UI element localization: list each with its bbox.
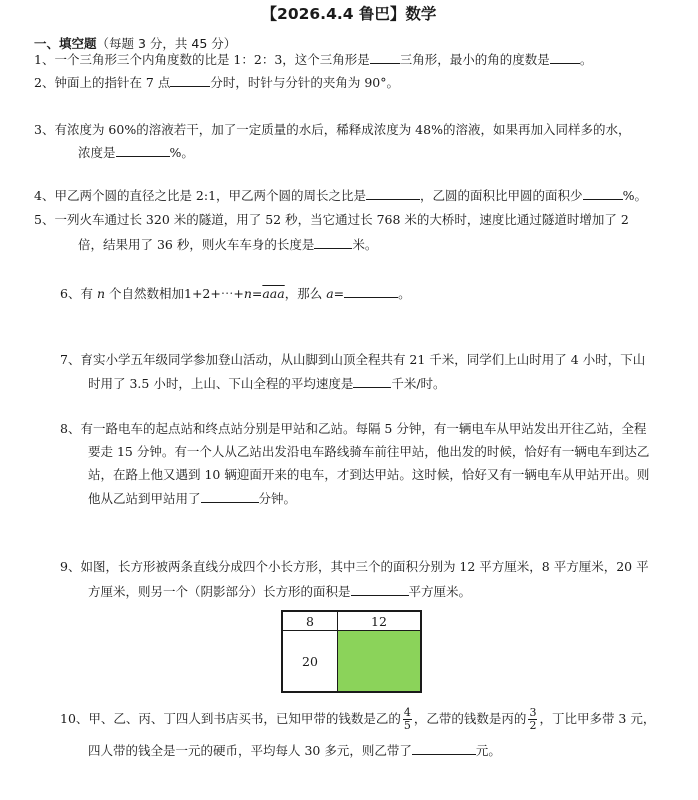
question-8-cont (88, 466, 649, 484)
question-3-cont (78, 143, 194, 162)
q9-text: 平方厘米。 (408, 584, 472, 599)
q8-text: 8、有一路电车的起点站和终点站分别是甲站和乙站。每隔 5 分钟，有一辆电车从甲站发出开往乙站，全程 (60, 421, 647, 436)
q10-text: 元。 (475, 743, 501, 758)
question-8-cont (88, 489, 296, 508)
q7-text: 千米/时。 (391, 376, 446, 391)
question-3 (34, 121, 630, 139)
q7-text: 7、育实小学五年级同学参加登山活动，从山脚到山顶全程共有 21 千米，同学们上山时用了 4 小时，下山 (60, 352, 646, 367)
shaded-cell (338, 631, 422, 693)
answer-blank[interactable] (170, 73, 210, 87)
section-note: （每题 3 分，共 45 分） (96, 36, 237, 51)
q8-text: 站，在路上他又遇到 10 辆迎面开来的电车，才到达甲站。这时候，恰好又有一辆电车从甲站开出。则 (88, 467, 650, 482)
question-7-cont (88, 374, 446, 393)
q4-text: ，乙圆的面积比甲圆的面积少 (420, 188, 583, 203)
answer-blank[interactable] (370, 50, 400, 64)
q5-text: 5、一列火车通过长 320 米的隧道，用了 52 秒，当它通过长 768 米的大桥时，速度比通过隧道时增加了 2 (34, 212, 629, 227)
q5-text: 米。 (352, 237, 378, 252)
answer-blank[interactable] (366, 186, 420, 200)
q6-text: ，那么 (284, 286, 323, 301)
q10-text: ，乙带的钱数是丙的 (413, 711, 527, 726)
q3-text: 3、有浓度为 60%的溶液若干，加了一定质量的水后，稀释成浓度为 48%的溶液，如果再加入同样多的水， (34, 122, 631, 137)
question-7 (60, 351, 645, 369)
question-1 (34, 50, 592, 69)
q5-text: 倍，结果用了 36 秒，则火车车身的长度是 (78, 237, 315, 252)
variable-n: n (243, 286, 252, 301)
answer-blank[interactable] (314, 235, 352, 249)
variable-n: n (96, 286, 105, 301)
q3-text: %。 (169, 145, 194, 160)
question-4 (34, 186, 647, 205)
question-10-cont (88, 741, 501, 760)
fraction-3-2 (528, 707, 537, 732)
answer-blank[interactable] (116, 143, 170, 157)
q1-text: 。 (579, 52, 593, 67)
q2-text: 2、钟面上的指针在 7 点 (34, 75, 171, 90)
area-cell-bottom-left: 20 (282, 631, 338, 693)
fraction-denominator: 5 (403, 719, 411, 732)
q10-text: 10、甲、乙、丙、丁四人到书店买书，已知甲带的钱数是乙的 (60, 711, 401, 726)
rectangle-figure (281, 610, 422, 693)
answer-blank[interactable] (201, 489, 259, 503)
q4-text: %。 (622, 188, 647, 203)
q10-text: 四人带的钱全是一元的硬币，平均每人 30 多元，则乙带了 (88, 743, 412, 758)
q3-text: 浓度是 (78, 145, 116, 160)
q1-text: 三角形，最小的角的度数是 (399, 52, 550, 67)
page-title: 【2026.4.4 鲁巴】数学 (261, 5, 437, 23)
question-5-cont (78, 235, 377, 254)
q2-text: 分时，时针与分针的夹角为 90°。 (210, 75, 399, 90)
answer-blank[interactable] (351, 582, 409, 596)
answer-blank[interactable] (344, 284, 398, 298)
question-2 (34, 73, 399, 92)
answer-blank[interactable] (412, 741, 476, 755)
question-10 (60, 704, 655, 734)
q8-text: 分钟。 (258, 491, 297, 506)
fraction-denominator: 2 (529, 719, 537, 732)
q1-text: 1、一个三角形三个内角度数的比是 1：2：3，这个三角形是 (34, 52, 370, 67)
q6-text: = (251, 286, 263, 301)
q4-text: 4、甲乙两个圆的直径之比是 2:1，甲乙两个圆的周长之比是 (34, 188, 367, 203)
answer-blank[interactable] (353, 374, 391, 388)
fraction-numerator: 3 (529, 706, 537, 719)
q10-text: ，丁比甲多带 3 元， (539, 711, 656, 726)
q6-text: 。 (398, 286, 411, 301)
question-9-cont (88, 582, 471, 601)
area-cell-top-left: 8 (282, 611, 338, 631)
q6-text: = (333, 286, 345, 301)
question-9 (60, 558, 649, 576)
variable-a: a (326, 286, 334, 301)
q7-text: 时用了 3.5 小时，上山、下山全程的平均速度是 (88, 376, 354, 391)
answer-blank[interactable] (583, 186, 623, 200)
section-title: 一、填空题 (34, 36, 97, 51)
q8-text: 他从乙站到甲站用了 (88, 491, 201, 506)
q6-text: 个自然数相加1+2+⋯+ (108, 286, 244, 301)
question-5 (34, 211, 629, 229)
question-8 (60, 420, 646, 438)
question-6 (60, 284, 411, 303)
answer-blank[interactable] (550, 50, 580, 64)
fraction-4-5 (403, 707, 412, 732)
overline-number: $\overline{aaa}$ (262, 286, 285, 301)
q8-text: 要走 15 分钟。有一个人从乙站出发沿电车路线骑车前往甲站，他出发的时候，恰好有一辆电车到达乙 (88, 444, 650, 459)
q9-text: 9、如图，长方形被两条直线分成四个小长方形，其中三个的面积分别为 12 平方厘米，8 平方厘米，20 平 (60, 559, 649, 574)
q6-text: 6、有 (60, 286, 93, 301)
fraction-numerator: 4 (403, 706, 411, 719)
area-cell-top-right: 12 (338, 611, 422, 631)
q9-text: 方厘米，则另一个（阴影部分）长方形的面积是 (88, 584, 351, 599)
question-8-cont (88, 443, 649, 461)
